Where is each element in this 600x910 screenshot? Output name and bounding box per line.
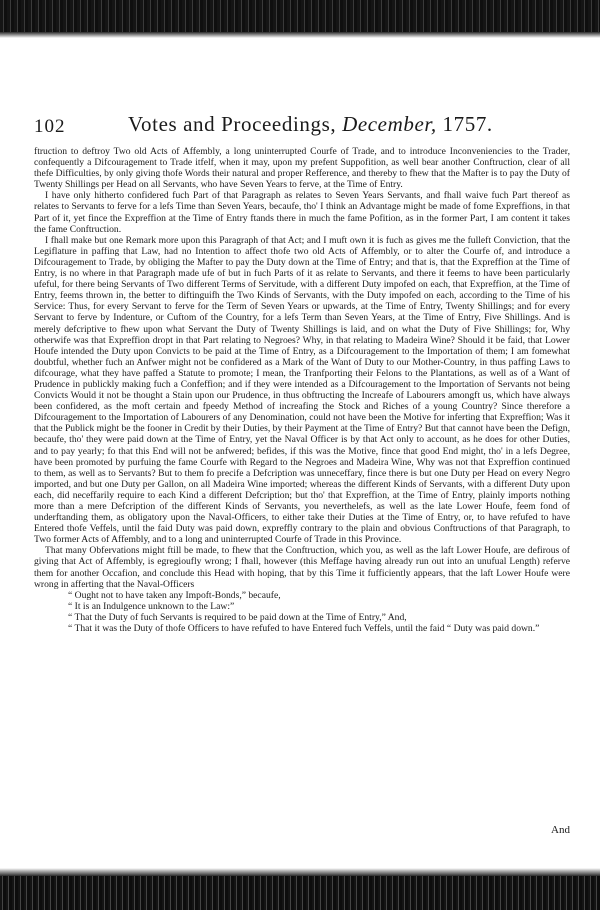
catchword: And: [551, 824, 570, 836]
body-text: [34, 146, 570, 826]
title-month: December,: [342, 112, 437, 136]
scan-edge-top: [0, 0, 600, 38]
paragraph: I have only hitherto confidered fuch Part of that Paragraph as relates to Seven Years Servants, and fhall waive fuch Part thereof as relates to Servants to ferve for a lefs Time than Seven Years, becaufe, tho' I think an Advantage might be made of fome Expreffions, in that Part of it, yet fince the Expreffion at the Time of Entry ftands there in much the fame Pofition, as in the former Part, I am content it takes the fame Conftruction.: [34, 190, 570, 235]
paragraph: I fhall make but one Remark more upon this Paragraph of that Act; and I muft own it is fuch as gives me the fulleft Conviction, that the Legiflature in paffing that Law, had no Intention to affect thofe two old Acts of Affembly, or to alter the Courfe of, and introduce a Difcouragement to Trade, by obliging the Mafter to pay the Duty down at the Time of Entry; and that is, that the Expreffion at the Time of Entry, is no where in that Paragraph made ufe of but in fuch Parts of it as relate to Servants, and there it feems to have been particularly ufeful, for there being Servants of Two different Terms of Servitude, with a different Duty impofed on each, that Expreffion, at the Time of Entry, feems thrown in, the better to diftinguifh the Two Kinds of Servants, with the Duty impofed on each, according to the Time of his Service: Thus, for every Servant to ferve for the Term of Seven Years or upwards, at the Time of Entry, Twenty Shillings; and for every Servant to ferve by Indenture, or Cuftom of the Country, for a lefs Term than Seven Years, at the Time of Entry, Five Shillings. And is merely defcriptive to fhew upon what Servant the Duty of Twenty Shillings is laid, and on what the Duty of Five Shillings; for, Why otherwife was that Expreffion dropt in that Part relating to Negroes? Why, in that relating to Madeira Wine? Should it be faid, that Lower Houfe intended the Duty upon Convicts to be paid at the Time of Entry, as a Difcouragement to the Importation of them; I am fomewhat doubtful, whether fuch an Anfwer might not be confidered as a Mark of the Want of Duty to our Mother-Country, in thus paffing Laws to difcourage, what they have paffed a Statute to promote; I mean, the Tranfporting their Felons to the Plantations, as well as of a Want of Prudence in publickly making fuch a Confeffion; and if they were intended as a Difcouragement to the Importation of Servants not being Convicts Would it not be thought a Stain upon our Prudence, in thus obftructing the Increafe of Labourers amongft us, which have always been confidered, as the moft certain and fpeedy Method of increafing the Stock and Riches of a young Country? Since therefore a Difcouragement to the Importation of Labourers of any Denomination, could not have been the Motive for inferting that Expreffion; Was it that the Publick might be the fooner in Credit by their Duties, by their Payment at the Time of Entry? But that cannot have been the Defign, becaufe, tho' they were paid down at the Time of Entry, yet the Naval Officer is by that Act only to account, as he does for other Duties, and to pay yearly; fo that this End will not be anfwered; befides, if this was the Motive, fince that good End might, tho' in a lefs Degree, have been promoted by purfuing the fame Courfe with Regard to the Negroes and Madeira Wine, Why was not that Expreffion continued to them, as well as to Servants? But to them fo precife a Defcription was unneceffary, fince there is but one Duty per Head on every Negro imported, and but one Duty per Gallon, on all Madeira Wine imported; whereas the different Kinds of Servants, with a different Duty upon each, did neceffarily require to each Kind a different Defcription; but tho' that Expreffion, at the Time of Entry, plainly imports nothing more than a mere Defcription of the different Kinds of Servants, you neverthelefs, as well as the late Lower Houfe, feem fond of underftanding them, as obligatory upon the Naval-Officers, to either take their Duties at the Time of Entry, or, to have refufed to have Entered thofe Veffels, until the faid Duty was paid down, expreffly contrary to the plain and obvious Conftructions of that Paragraph, to Two former Acts of Affembly, and to a long and uninterrupted Courfe of Trade in this Province.: [34, 234, 570, 546]
quoted-line: “ It is an Indulgence unknown to the Law:”: [68, 600, 235, 612]
quoted-line: “ That it was the Duty of thofe Officers to have refufed to have Entered fuch Veffels, until the faid “ Duty was paid down.”: [68, 623, 540, 635]
title-text: Votes and Proceedings,: [128, 112, 337, 136]
quoted-line: “ That the Duty of fuch Servants is required to be paid down at the Time of Entry,” And,: [68, 611, 407, 623]
scan-edge-bottom: [0, 868, 600, 910]
paragraph: ftruction to deftroy Two old Acts of Affembly, a long uninterrupted Courfe of Trade, and to introduce Inconveniencies to the Trader, confequently a Difcouragement to Trade itfelf, when it may, upon my prefent Suppofition, as well bear another Conftruction, clear of all thefe Difficulties, by only giving thofe Words their natural and proper Refference, and thereby to fhew that the Mafter is to pay the Duty of Twenty Shillings per Head on all Servants, who have Seven Years to ferve, at the Time of Entry.: [34, 146, 570, 191]
quoted-line: “ Ought not to have taken any Impoft-Bonds,” becaufe,: [68, 589, 281, 601]
title-year: 1757.: [442, 112, 493, 136]
book-page: [34, 112, 570, 836]
running-head: [34, 112, 570, 146]
paragraph: That many Obfervations might ftill be made, to fhew that the Conftruction, which you, as well as the laft Lower Houfe, are defirous of giving that Act of Affembly, is egregioufly wrong; I fhall, however (this Meffage having already run out into an unufual Length) referve them for another Occafion, and conclude this Head with hoping, that by this Time it fufficiently appears, that the laft Lower Houfe were wrong in afferting that the Naval-Officers: [34, 545, 570, 590]
page-number: 102: [34, 116, 66, 137]
page-title: [128, 112, 493, 137]
